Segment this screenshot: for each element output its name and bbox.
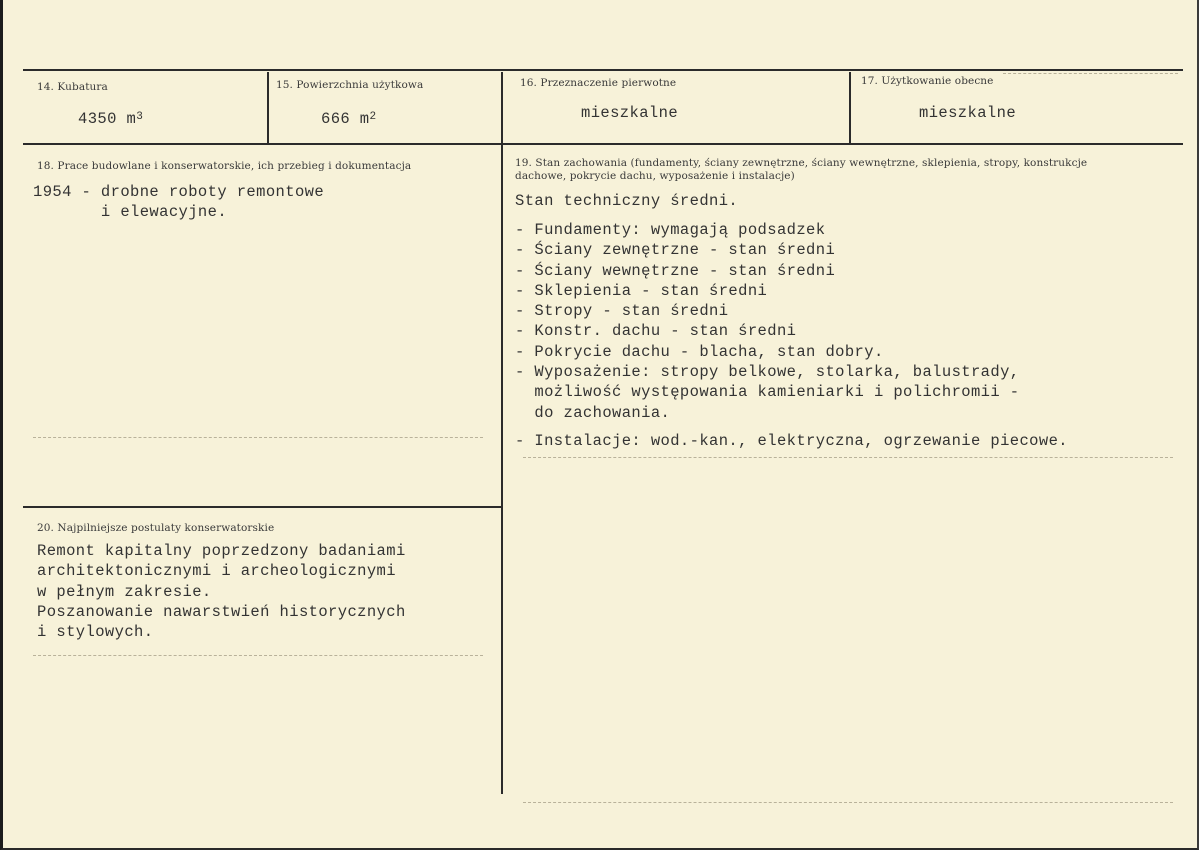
powierzchnia-number: 666 m: [321, 110, 370, 128]
powierzchnia-label: 15. Powierzchnia użytkowa: [276, 79, 424, 91]
powierzchnia-value: [321, 110, 377, 128]
col-divider-3: [849, 72, 851, 144]
postulaty-line: architektonicznymi i archeologicznymi: [37, 562, 396, 581]
uzytkowanie-value: mieszkalne: [919, 104, 1017, 122]
prace-line: i elewacyjne.: [33, 203, 228, 222]
prace-label: 18. Prace budowlane i konserwatorskie, ich przebieg i dokumentacja: [37, 160, 412, 172]
stan-line: - Konstr. dachu - stan średni: [515, 322, 797, 341]
top-rule: [23, 69, 1183, 71]
col-divider-2: [501, 72, 503, 794]
col-divider-1: [267, 72, 269, 144]
postulaty-line: w pełnym zakresie.: [37, 582, 212, 601]
guide-line: [523, 802, 1173, 803]
stan-line: - Wyposażenie: stropy belkowe, stolarka, balustrady,: [515, 363, 1020, 382]
postulaty-line: Remont kapitalny poprzedzony badaniami: [37, 542, 406, 560]
kubatura-value: [78, 110, 143, 128]
stan-last-line: - Instalacje: wod.-kan., elektryczna, ogrzewanie piecowe.: [515, 432, 1068, 450]
stan-line: - Sklepienia - stan średni: [515, 281, 768, 300]
stan-line: do zachowania.: [515, 403, 671, 422]
stan-line: - Ściany wewnętrzne - stan średni: [515, 261, 836, 280]
stan-line: możliwość występowania kamieniarki i polichromii -: [515, 383, 1020, 402]
uzytkowanie-label: 17. Użytkowanie obecne: [861, 75, 994, 87]
kubatura-label: 14. Kubatura: [37, 81, 108, 93]
prace-line: 1954 - drobne roboty remontowe: [33, 183, 325, 201]
postulaty-line: Poszanowanie nawarstwień historycznych: [37, 602, 406, 621]
guide-line: [33, 655, 483, 656]
stan-line: - Pokrycie dachu - blacha, stan dobry.: [515, 342, 884, 361]
row1-bottom-rule: [23, 143, 1183, 145]
guide-line: [523, 457, 1173, 458]
prace-text: [33, 182, 324, 223]
kubatura-exponent: 3: [136, 111, 144, 123]
kubatura-number: 4350 m: [78, 110, 137, 128]
stan-list: [515, 220, 1019, 423]
postulaty-line: i stylowych.: [37, 623, 154, 642]
stan-line: - Stropy - stan średni: [515, 302, 729, 321]
stan-line: - Fundamenty: wymagają podsadzek: [515, 221, 826, 239]
przeznaczenie-label: 16. Przeznaczenie pierwotne: [520, 77, 677, 89]
stan-line: - Ściany zewnętrzne - stan średni: [515, 241, 836, 260]
postulaty-text: [37, 541, 406, 642]
stan-intro: Stan techniczny średni.: [515, 192, 739, 210]
przeznaczenie-value: mieszkalne: [581, 104, 679, 122]
guide-line: [1003, 73, 1178, 74]
postulaty-label: 20. Najpilniejsze postulaty konserwatorskie: [37, 522, 275, 534]
powierzchnia-exponent: 2: [369, 111, 377, 123]
section-20-top-rule: [23, 506, 501, 508]
stan-label: 19. Stan zachowania (fundamenty, ściany zewnętrzne, ściany wewnętrzne, sklepienia, stropy, konstrukcje dachowe, pokrycie dachu, wyposażenie i instalacje): [515, 157, 1088, 182]
guide-line: [33, 437, 483, 438]
